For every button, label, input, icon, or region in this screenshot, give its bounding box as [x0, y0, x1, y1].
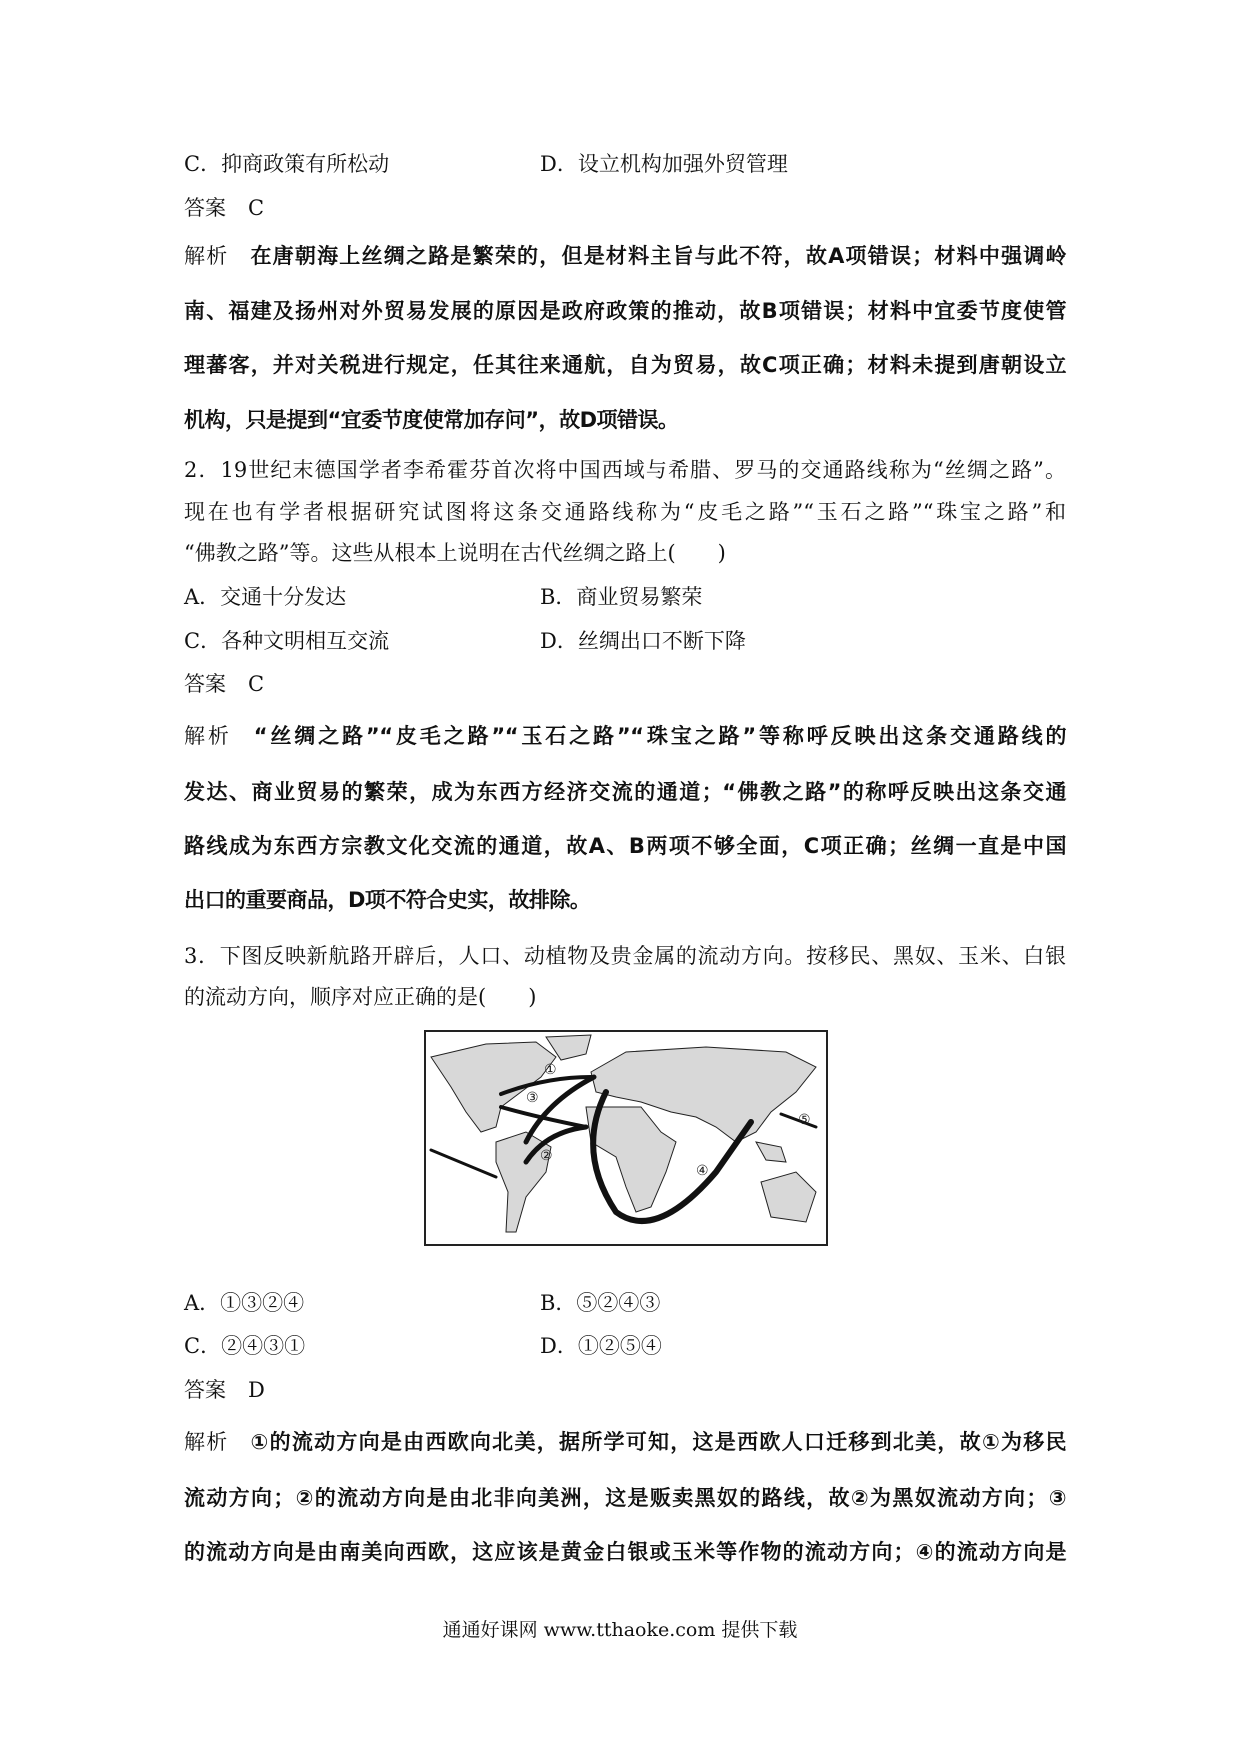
- page-footer: 通通好课网 www.tthaoke.com 提供下载: [442, 1619, 798, 1641]
- analysis-label: 解析: [184, 244, 229, 268]
- q1-analysis-line: 理蕃客，并对关税进行规定，任其往来通航，自为贸易，故C项正确；材料未提到唐朝设立: [184, 353, 1066, 377]
- q2-options-cd: [184, 628, 1066, 654]
- map-label-4: ④: [696, 1163, 709, 1179]
- q2-analysis-line: 路线成为东西方宗教文化交流的通道，故A、B两项不够全面，C项正确；丝绸一直是中国: [184, 834, 1066, 858]
- q2-stem-line: 现在也有学者根据研究试图将这条交通路线称为“皮毛之路”“玉石之路”“珠宝之路”和: [184, 500, 1066, 524]
- q2-analysis-line: [184, 723, 1066, 749]
- world-map-figure: [424, 1030, 828, 1246]
- answer-label: 答案: [184, 196, 226, 220]
- map-label-2: ②: [540, 1148, 553, 1164]
- analysis-label: 解析: [184, 1430, 229, 1454]
- q1-analysis-line: 南、福建及扬州对外贸易发展的原因是政府政策的推动，故B项错误；材料中宜委节度使管: [184, 299, 1066, 323]
- q3-answer: [184, 1377, 1066, 1403]
- analysis-label: 解析: [184, 724, 232, 748]
- q2-analysis-line: 发达、商业贸易的繁荣，成为东西方经济交流的通道；“佛教之路”的称呼反映出这条交通: [184, 780, 1066, 804]
- australia: [761, 1172, 816, 1222]
- route-2b-arrow: [501, 1107, 586, 1127]
- q2-stem-line: 2．19世纪末德国学者李希霍芬首次将中国西域与希腊、罗马的交通路线称为“丝绸之路”。: [184, 458, 1066, 482]
- q3-stem-line: 的流动方向，顺序对应正确的是( ): [184, 985, 537, 1009]
- q3-stem-line: 3．下图反映新航路开辟后，人口、动植物及贵金属的流动方向。按移民、黑奴、玉米、白银: [184, 944, 1066, 968]
- answer-value: C: [248, 672, 265, 696]
- q3-analysis-line: [184, 1429, 1066, 1455]
- answer-value: C: [248, 196, 265, 220]
- q1-option-d: D．设立机构加强外贸管理: [540, 152, 788, 176]
- route-west-arrow: [431, 1150, 496, 1177]
- q3-option-d: D．①②⑤④: [540, 1334, 662, 1358]
- q2-stem-line: “佛教之路”等。这些从根本上说明在古代丝绸之路上( ): [184, 541, 726, 565]
- answer-value: D: [248, 1378, 265, 1402]
- q3-analysis-line: 流动方向；②的流动方向是由北非向美洲，这是贩卖黑奴的路线，故②为黑奴流动方向；③: [184, 1486, 1066, 1510]
- q3-option-c: C．②④③①: [184, 1334, 306, 1358]
- q1-analysis-line: [184, 243, 1066, 269]
- q2-options-ab: [184, 584, 1066, 610]
- map-label-1: ①: [544, 1062, 557, 1078]
- answer-label: 答案: [184, 1378, 226, 1402]
- map-label-3: ③: [526, 1090, 539, 1106]
- q1-options-cd: [184, 151, 1066, 177]
- analysis-text: “丝绸之路”“皮毛之路”“玉石之路”“珠宝之路”等称呼反映出这条交通路线的: [253, 724, 1066, 748]
- q2-option-a: A．交通十分发达: [184, 585, 347, 609]
- analysis-text: ①的流动方向是由西欧向北美，据所学可知，这是西欧人口迁移到北美，故①为移民: [250, 1430, 1067, 1454]
- q3-analysis-line: 的流动方向是由南美向西欧，这应该是黄金白银或玉米等作物的流动方向；④的流动方向是: [184, 1540, 1066, 1564]
- q2-answer: [184, 671, 1066, 697]
- southeast-asia: [756, 1142, 786, 1162]
- q1-analysis-line: 机构，只是提到“宜委节度使常加存问”，故D项错误。: [184, 408, 679, 432]
- world-map: [426, 1032, 826, 1244]
- q2-option-c: C．各种文明相互交流: [184, 629, 390, 653]
- analysis-text: 在唐朝海上丝绸之路是繁荣的，但是材料主旨与此不符，故A项错误；材料中强调岭: [250, 244, 1067, 268]
- q3-options-ab: [184, 1290, 1066, 1316]
- africa: [586, 1107, 676, 1212]
- q2-option-d: D．丝绸出口不断下降: [540, 629, 746, 653]
- q3-option-b: B．⑤②④③: [540, 1291, 661, 1315]
- q2-option-b: B．商业贸易繁荣: [540, 585, 703, 609]
- q1-option-c: C．抑商政策有所松动: [184, 152, 390, 176]
- q3-option-a: A．①③②④: [184, 1291, 305, 1315]
- q3-options-cd: [184, 1333, 1066, 1359]
- north-america: [431, 1042, 556, 1132]
- answer-label: 答案: [184, 672, 226, 696]
- map-label-5: ⑤: [798, 1112, 811, 1128]
- q1-answer: [184, 195, 1066, 221]
- q2-analysis-line: 出口的重要商品，D项不符合史实，故排除。: [184, 888, 591, 912]
